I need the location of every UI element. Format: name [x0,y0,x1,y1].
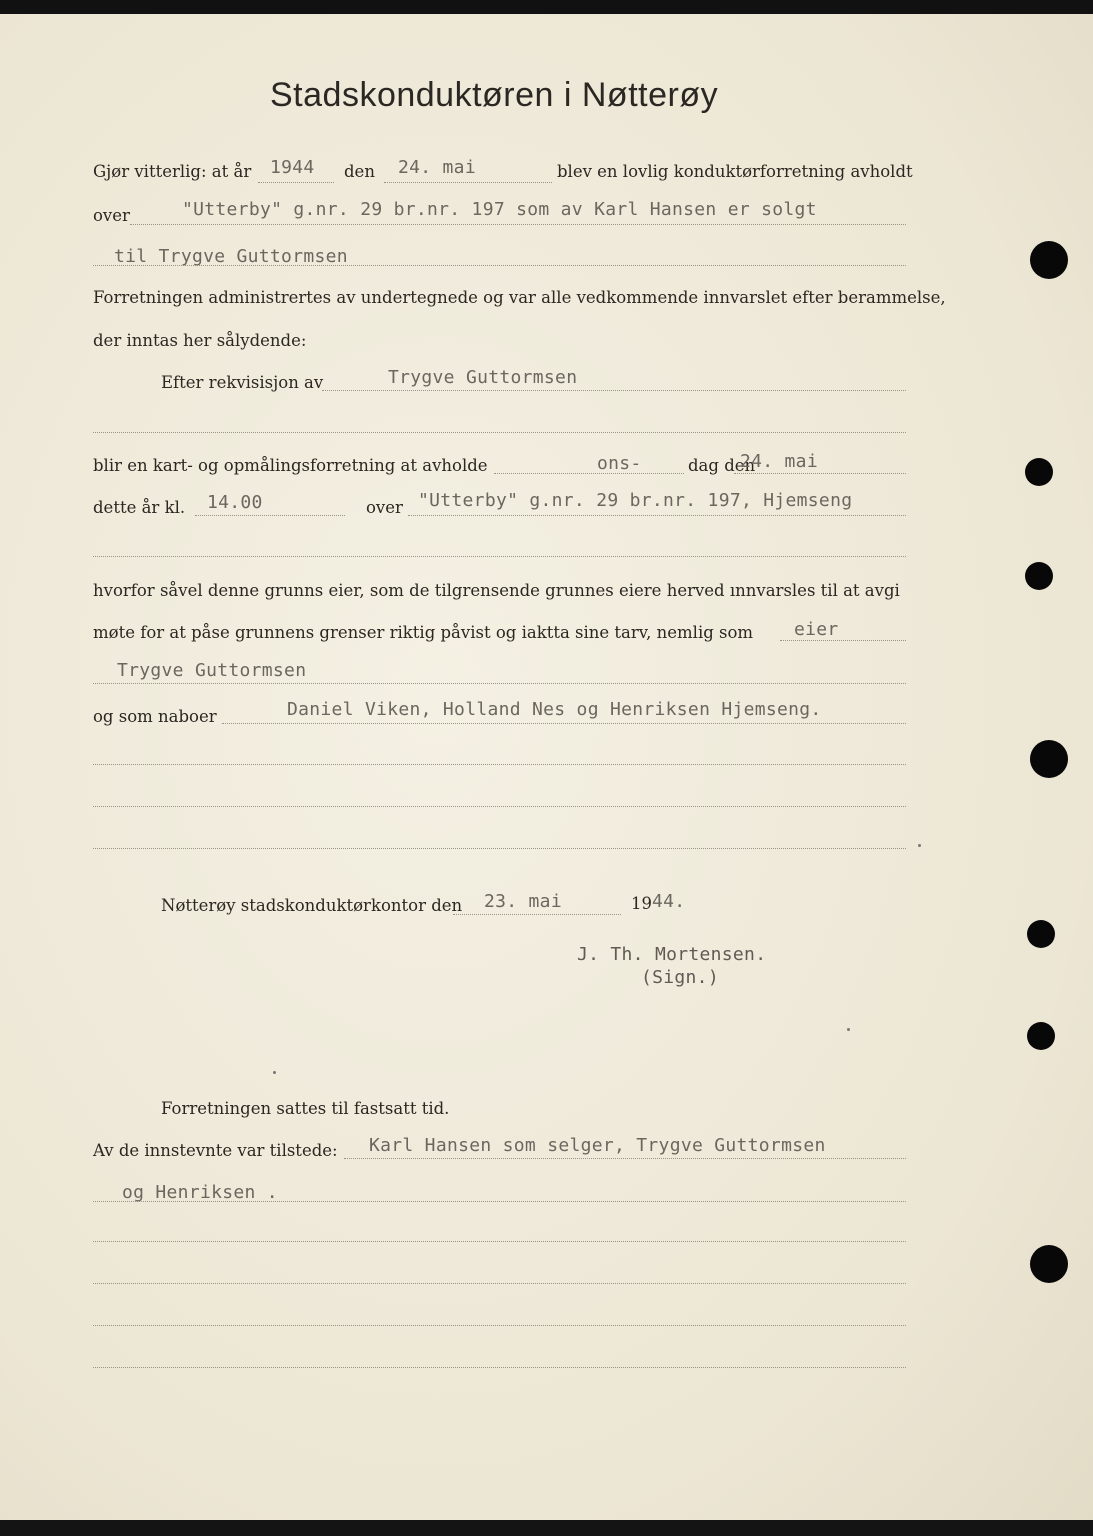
role-value: eier [794,619,839,640]
administration-text: Forretningen administrertes av undertegnede og var alle vedkommende innvarslet efter berammelse, [93,288,946,307]
ink-speck [273,1071,276,1074]
property-value: "Utterby" g.nr. 29 br.nr. 197 som av Karl Hansen er solgt [182,199,817,220]
present-value-2: og Henriksen . [122,1182,278,1203]
punch-hole [1027,1022,1055,1050]
buyer-value: til Trygve Guttormsen [114,246,348,267]
scan-edge-top [0,0,1093,14]
present-blank-2 [93,1201,906,1202]
quoted-intro-text: der inntas her sålydende: [93,331,307,350]
blank-line [93,432,906,433]
present-label: Av de innstevnte var tilstede: [93,1141,338,1160]
office-year-prefix: 19 [631,894,652,913]
blank-line [93,1325,906,1326]
ink-speck [847,1028,850,1031]
den-label: den [344,162,375,181]
held-label: blev en lovlig konduktørforretning avholdt [557,162,913,181]
blank-line [93,556,906,557]
page-title: Stadskonduktøren i Nøtterøy [270,76,719,114]
year-value: 1944 [270,157,315,178]
over-label: over [93,206,130,225]
requisition-label: Efter rekvisisjon av [161,373,324,392]
session-text: Forretningen sattes til fastsatt tid. [161,1099,450,1118]
office-date-blank [453,914,621,915]
date-value: 24. mai [398,157,476,178]
ink-speck [918,844,921,847]
meeting-date: 24. mai [740,451,818,472]
signature-name: J. Th. Mortensen. [577,944,767,965]
buyer-blank [93,265,906,266]
requisition-name: Trygve Guttormsen [388,367,578,388]
present-blank [344,1158,906,1159]
property-blank [130,224,906,225]
over-label-2: over [366,498,403,517]
blank-line [93,848,906,849]
office-label: Nøtterøy stadskonduktørkontor den [161,896,463,915]
neighbours-blank [222,723,906,724]
place-blank [408,515,906,516]
meeting-date-blank [734,473,906,474]
meeting-label: blir en kart- og opmålingsforretning at avholde [93,456,488,475]
time-label: dette år kl. [93,498,186,517]
blank-line [93,1283,906,1284]
office-date: 23. mai [484,891,562,912]
time-value: 14.00 [207,492,263,513]
blank-line [93,1241,906,1242]
blank-line [93,806,906,807]
punch-hole [1025,562,1053,590]
weekday-blank [494,473,684,474]
notice-text: hvorfor såvel denne grunns eier, som de tilgrensende grunnes eiere herved ınnvarsles til at avgi [93,581,900,600]
signature-mark: (Sign.) [641,967,719,988]
punch-hole [1030,740,1068,778]
scan-edge-bottom [0,1520,1093,1536]
blank-line [93,1367,906,1368]
year-blank [258,182,334,183]
blank-line [93,764,906,765]
neighbours-label: og som naboer [93,707,217,726]
punch-hole [1030,241,1068,279]
office-year-suffix: 44. [652,891,686,912]
present-value: Karl Hansen som selger, Trygve Guttormsen [369,1135,826,1156]
punch-hole [1025,458,1053,486]
punch-hole [1027,920,1055,948]
requisition-blank [322,390,906,391]
time-blank [195,515,345,516]
date-blank [384,182,552,183]
attendance-text: møte for at påse grunnens grenser riktig påvist og iaktta sine tarv, nemlig som [93,623,754,642]
owner-blank [93,683,906,684]
role-blank [780,640,906,641]
owner-value: Trygve Guttormsen [117,660,307,681]
weekday-value: ons- [597,453,642,474]
dag-den-label: dag den [688,456,756,475]
neighbours-value: Daniel Viken, Holland Nes og Henriksen Hjemseng. [287,699,822,720]
meeting-place: "Utterby" g.nr. 29 br.nr. 197, Hjemseng [418,490,853,511]
intro-label: Gjør vitterlig: at år [93,162,252,181]
punch-hole [1030,1245,1068,1283]
